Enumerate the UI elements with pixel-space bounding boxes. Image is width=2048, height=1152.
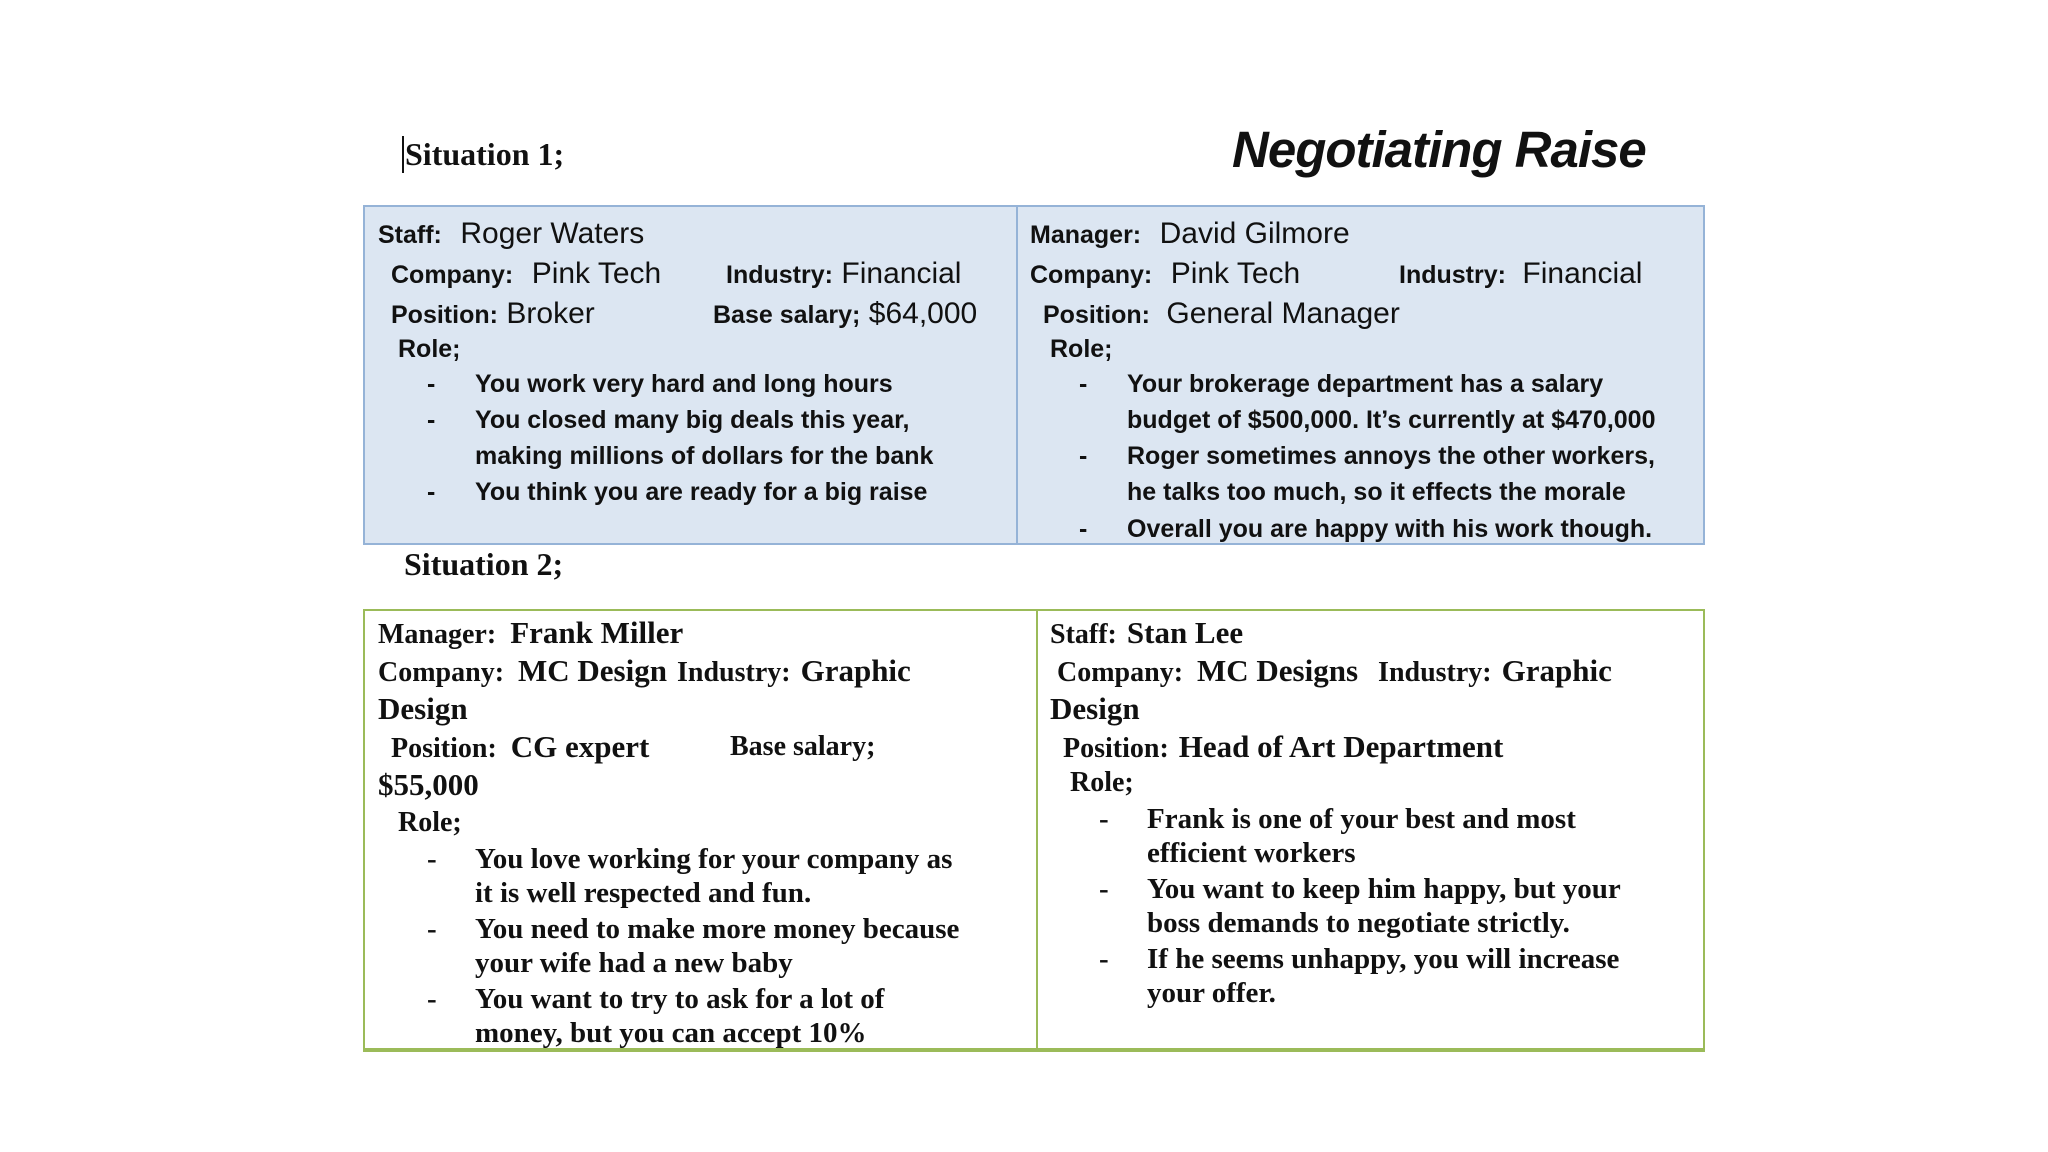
bullet-text: You love working for your company as: [475, 843, 953, 875]
bullet-dash: -: [427, 843, 437, 875]
industry-label: Industry:: [676, 657, 791, 688]
salary-value: $64,000: [868, 297, 978, 330]
industry-row: [1399, 257, 1642, 291]
bullet-dash: -: [1099, 803, 1109, 835]
position-row: [1043, 297, 1400, 331]
bullet-text: Overall you are happy with his work though.: [1127, 515, 1653, 543]
staff-label: Staff:: [1050, 619, 1117, 650]
position-value: Head of Art Department: [1178, 729, 1504, 764]
bullet-text: You think you are ready for a big raise: [475, 478, 928, 506]
manager-name: Frank Miller: [510, 615, 684, 650]
bullet-text: he talks too much, so it effects the morale: [1127, 478, 1626, 506]
position-label: Position:: [1043, 301, 1150, 329]
company-row: [1030, 257, 1300, 291]
company-label: Company:: [1030, 261, 1153, 289]
bullet-text: efficient workers: [1147, 837, 1356, 869]
salary-label: Base salary;: [730, 731, 876, 762]
industry-label: Industry:: [1399, 261, 1506, 289]
industry-value: Graphic: [1501, 653, 1612, 688]
role-heading: Role;: [398, 807, 462, 838]
bullet-text: You want to keep him happy, but your: [1147, 873, 1621, 905]
bullet-text: money, but you can accept 10%: [475, 1017, 867, 1049]
page-title: Negotiating Raise: [1232, 121, 1646, 178]
bullet-text: Frank is one of your best and most: [1147, 803, 1576, 835]
company-value: Pink Tech: [1170, 257, 1301, 290]
manager-name-row: [378, 615, 683, 651]
company-value: MC Design: [518, 653, 667, 688]
industry-label: Industry:: [726, 261, 833, 289]
bullet-dash: -: [427, 370, 436, 398]
bullet-text: boss demands to negotiate strictly.: [1147, 907, 1570, 939]
position-row: [391, 729, 649, 765]
manager-name-row: [1030, 217, 1350, 251]
bullet-dash: -: [427, 478, 436, 506]
bullet-text: You need to make more money because: [475, 913, 960, 945]
position-row: [1063, 729, 1503, 765]
company-label: Company:: [391, 261, 514, 289]
bullet-text: Your brokerage department has a salary: [1127, 370, 1604, 398]
industry-label: Industry:: [1378, 657, 1492, 688]
salary-label: Base salary;: [713, 301, 861, 329]
position-value: Broker: [506, 297, 595, 330]
salary-row: [713, 297, 977, 331]
staff-name-row: [378, 217, 644, 251]
bullet-text: You work very hard and long hours: [475, 370, 893, 398]
role-heading: Role;: [1070, 767, 1134, 798]
bullet-text: If he seems unhappy, you will increase: [1147, 943, 1620, 975]
industry-value: Financial: [1522, 257, 1643, 290]
company-label: Company:: [378, 657, 505, 688]
company-row: [391, 257, 661, 291]
role-heading: Role;: [1050, 335, 1113, 363]
industry-value: Graphic: [800, 653, 911, 688]
table-divider: [1036, 611, 1038, 1048]
position-row: [391, 297, 595, 331]
bullet-dash: -: [427, 913, 437, 945]
bullet-dash: -: [1079, 515, 1088, 543]
bullet-text: your wife had a new baby: [475, 947, 793, 979]
bullet-dash: -: [1079, 370, 1088, 398]
position-label: Position:: [391, 301, 498, 329]
role-heading: Role;: [398, 335, 461, 363]
bullet-dash: -: [427, 983, 437, 1015]
bullet-text: Roger sometimes annoys the other workers,: [1127, 442, 1655, 470]
staff-name-row: [1050, 615, 1243, 651]
salary-value: $55,000: [378, 767, 479, 802]
company-row: [378, 653, 911, 689]
situation-2-heading: Situation 2;: [404, 546, 564, 582]
position-label: Position:: [391, 733, 497, 764]
bullet-text: your offer.: [1147, 977, 1276, 1009]
situation-2-table: [363, 609, 1705, 1052]
industry-continuation: Design: [1050, 691, 1140, 726]
bullet-text: budget of $500,000. It’s currently at $470,000: [1127, 406, 1656, 434]
position-label: Position:: [1063, 733, 1169, 764]
manager-label: Manager:: [378, 619, 497, 650]
bullet-text: making millions of dollars for the bank: [475, 442, 934, 470]
manager-name: David Gilmore: [1159, 217, 1350, 250]
position-value: General Manager: [1166, 297, 1400, 330]
bullet-text: it is well respected and fun.: [475, 877, 812, 909]
industry-row: [726, 257, 961, 291]
bullet-text: You closed many big deals this year,: [475, 406, 910, 434]
industry-value: Financial: [841, 257, 962, 290]
company-label: Company:: [1057, 657, 1184, 688]
bullet-dash: -: [427, 406, 436, 434]
position-value: CG expert: [510, 729, 650, 764]
staff-name: Stan Lee: [1126, 615, 1244, 650]
bullet-dash: -: [1099, 873, 1109, 905]
table-divider: [1016, 207, 1018, 543]
industry-continuation: Design: [378, 691, 468, 726]
bullet-text: You want to try to ask for a lot of: [475, 983, 885, 1015]
company-value: Pink Tech: [531, 257, 662, 290]
bullet-dash: -: [1079, 442, 1088, 470]
company-value: MC Designs: [1197, 653, 1359, 688]
staff-name: Roger Waters: [460, 217, 645, 250]
situation-1-table: [363, 205, 1705, 545]
situation-1-heading: Situation 1;: [402, 136, 564, 173]
staff-label: Staff:: [378, 221, 442, 249]
company-row: [1057, 653, 1612, 689]
manager-label: Manager:: [1030, 221, 1142, 249]
bullet-dash: -: [1099, 943, 1109, 975]
